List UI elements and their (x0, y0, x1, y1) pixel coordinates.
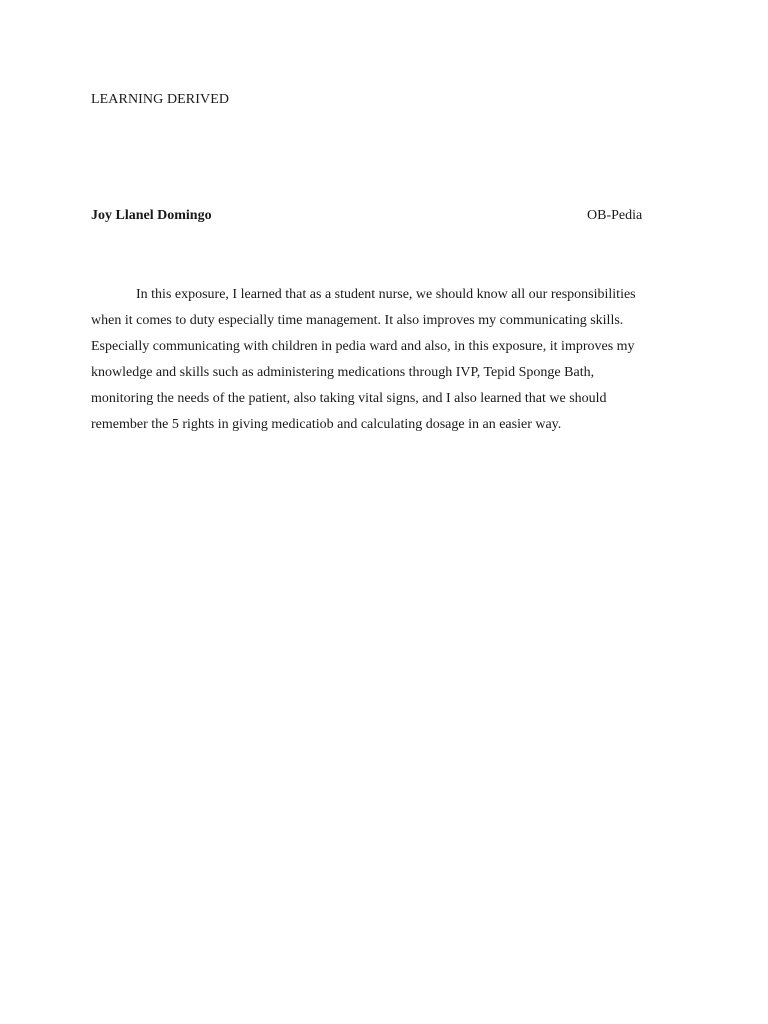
department-label: OB-Pedia (587, 208, 643, 223)
paragraph-line: In this exposure, I learned that as a student nurse, we should know all our responsibilities (136, 287, 636, 302)
paragraph-line: remember the 5 rights in giving medicatiob and calculating dosage in an easier way. (91, 417, 562, 432)
paragraph-line: monitoring the needs of the patient, also taking vital signs, and I also learned that we should (91, 391, 607, 406)
author-name: Joy Llanel Domingo (91, 208, 212, 223)
body-paragraph (91, 282, 681, 438)
paragraph-line: when it comes to duty especially time management. It also improves my communicating skills. (91, 313, 624, 328)
paragraph-line: knowledge and skills such as administering medications through IVP, Tepid Sponge Bath, (91, 365, 595, 380)
document-title: LEARNING DERIVED (91, 92, 230, 107)
paragraph-line: Especially communicating with children in pedia ward and also, in this exposure, it improves my (91, 339, 635, 354)
